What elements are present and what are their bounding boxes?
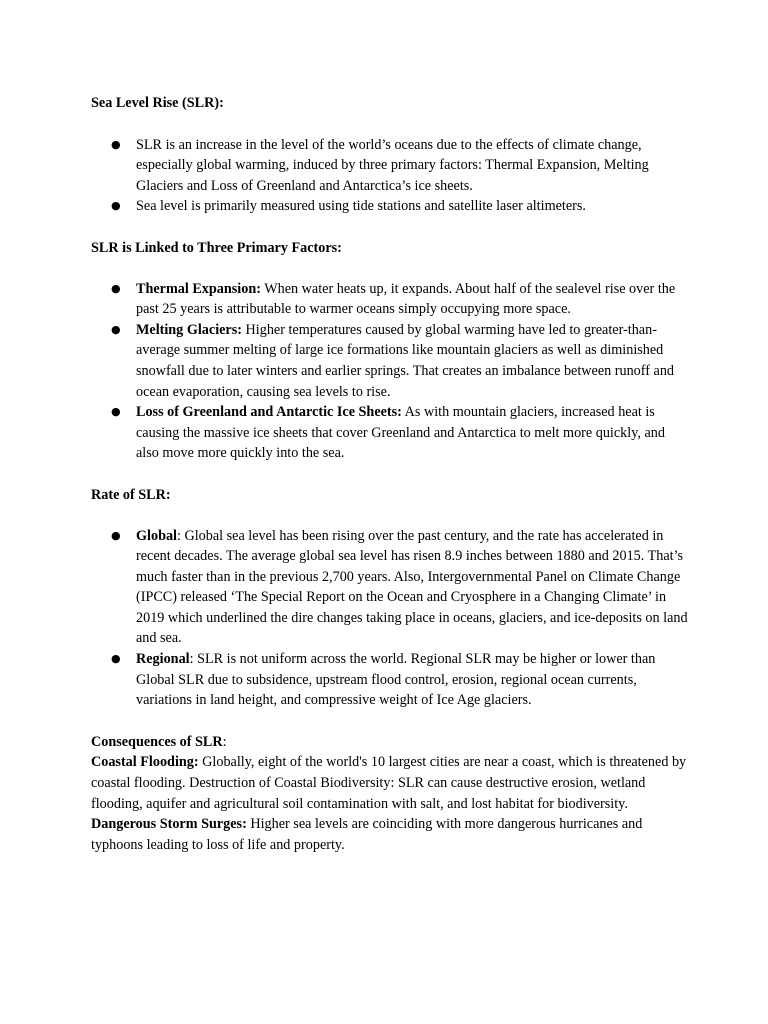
term-melting-glaciers: Melting Glaciers: <box>136 321 242 338</box>
term-thermal-expansion: Thermal Expansion: <box>136 280 261 297</box>
paragraph-storm-surges <box>91 814 688 855</box>
list-item <box>91 279 688 320</box>
list-item-text: : SLR is not uniform across the world. Regional SLR may be higher or lower than Global SLR due to subsidence, upstream flood control, erosion, regional ocean currents, variations in land height, and compressive weight of Ice Age glaciers. <box>136 651 656 709</box>
heading-sea-level-rise: Sea Level Rise (SLR): <box>91 95 224 111</box>
term-coastal-flooding: Coastal Flooding: <box>91 754 199 771</box>
paragraph-text: Higher sea levels are coinciding with more dangerous hurricanes and typhoons leading to loss of life and property. <box>91 816 643 853</box>
paragraph-text: Globally, eight of the world's 10 largest cities are near a coast, which is threatened by coastal flooding. Destruction of Coastal Biodiversity: SLR can cause destructive erosion, wetland flooding, aquifer and agricultural soil contamination with salt, and lost habitat for biodiversity. <box>91 754 687 812</box>
heading-consequences <box>91 732 688 753</box>
term-ice-sheets: Loss of Greenland and Antarctic Ice Sheets: <box>136 404 402 421</box>
rate-list <box>91 526 688 711</box>
paragraph-coastal-flooding <box>91 752 688 814</box>
list-item <box>91 320 688 402</box>
heading-consequences-label: Consequences of SLR <box>91 733 223 750</box>
term-storm-surges: Dangerous Storm Surges: <box>91 816 247 833</box>
list-item: ● SLR is an increase in the level of the world’s oceans due to the effects of climate change, especially global warming, induced by three primary factors: Thermal Expansion, Melting Glaciers and Loss of Greenland and Antarctica’s ice sheets. <box>91 135 688 197</box>
slr-definition-list <box>91 135 688 217</box>
primary-factors-list <box>91 279 688 464</box>
heading-rate-of-slr: Rate of SLR: <box>91 486 171 503</box>
heading-primary-factors: SLR is Linked to Three Primary Factors: <box>91 239 342 256</box>
heading-consequences-colon: : <box>222 733 227 750</box>
list-item <box>91 526 688 650</box>
list-item <box>91 649 688 711</box>
list-item-text: : Global sea level has been rising over the past century, and the rate has accelerated in recent decades. The average global sea level has risen 8.9 inches between 1880 and 2015. That’s much faster than in the previous 2,700 years. Also, Intergovernmental Panel on Climate Change (IPCC) released ‘The Special Report on the Ocean and Cryosphere in a Changing Climate’ in 2019 which underlined the dire changes taking place in oceans, glaciers, and ice-deposits on land and sea. <box>136 527 688 647</box>
list-item-text: When water heats up, it expands. About half of the sealevel rise over the past 25 years is attributable to warmer oceans simply occupying more space. <box>136 280 676 318</box>
list-item-text: As with mountain glaciers, increased heat is causing the massive ice sheets that cover Greenland and Antarctica to melt more quickly, and also move more quickly into the sea. <box>136 404 665 462</box>
term-global: Global <box>136 527 177 544</box>
list-item <box>91 402 688 464</box>
list-item: ● Sea level is primarily measured using tide stations and satellite laser altimeters. <box>91 196 688 217</box>
term-regional: Regional <box>136 651 190 668</box>
list-item-text: Higher temperatures caused by global warming have led to greater-than-average summer melting of large ice formations like mountain glaciers as well as diminished snowfall due to later winters and earlier springs. That creates an imbalance between runoff and ocean evaporation, causing sea levels to rise. <box>136 321 675 400</box>
